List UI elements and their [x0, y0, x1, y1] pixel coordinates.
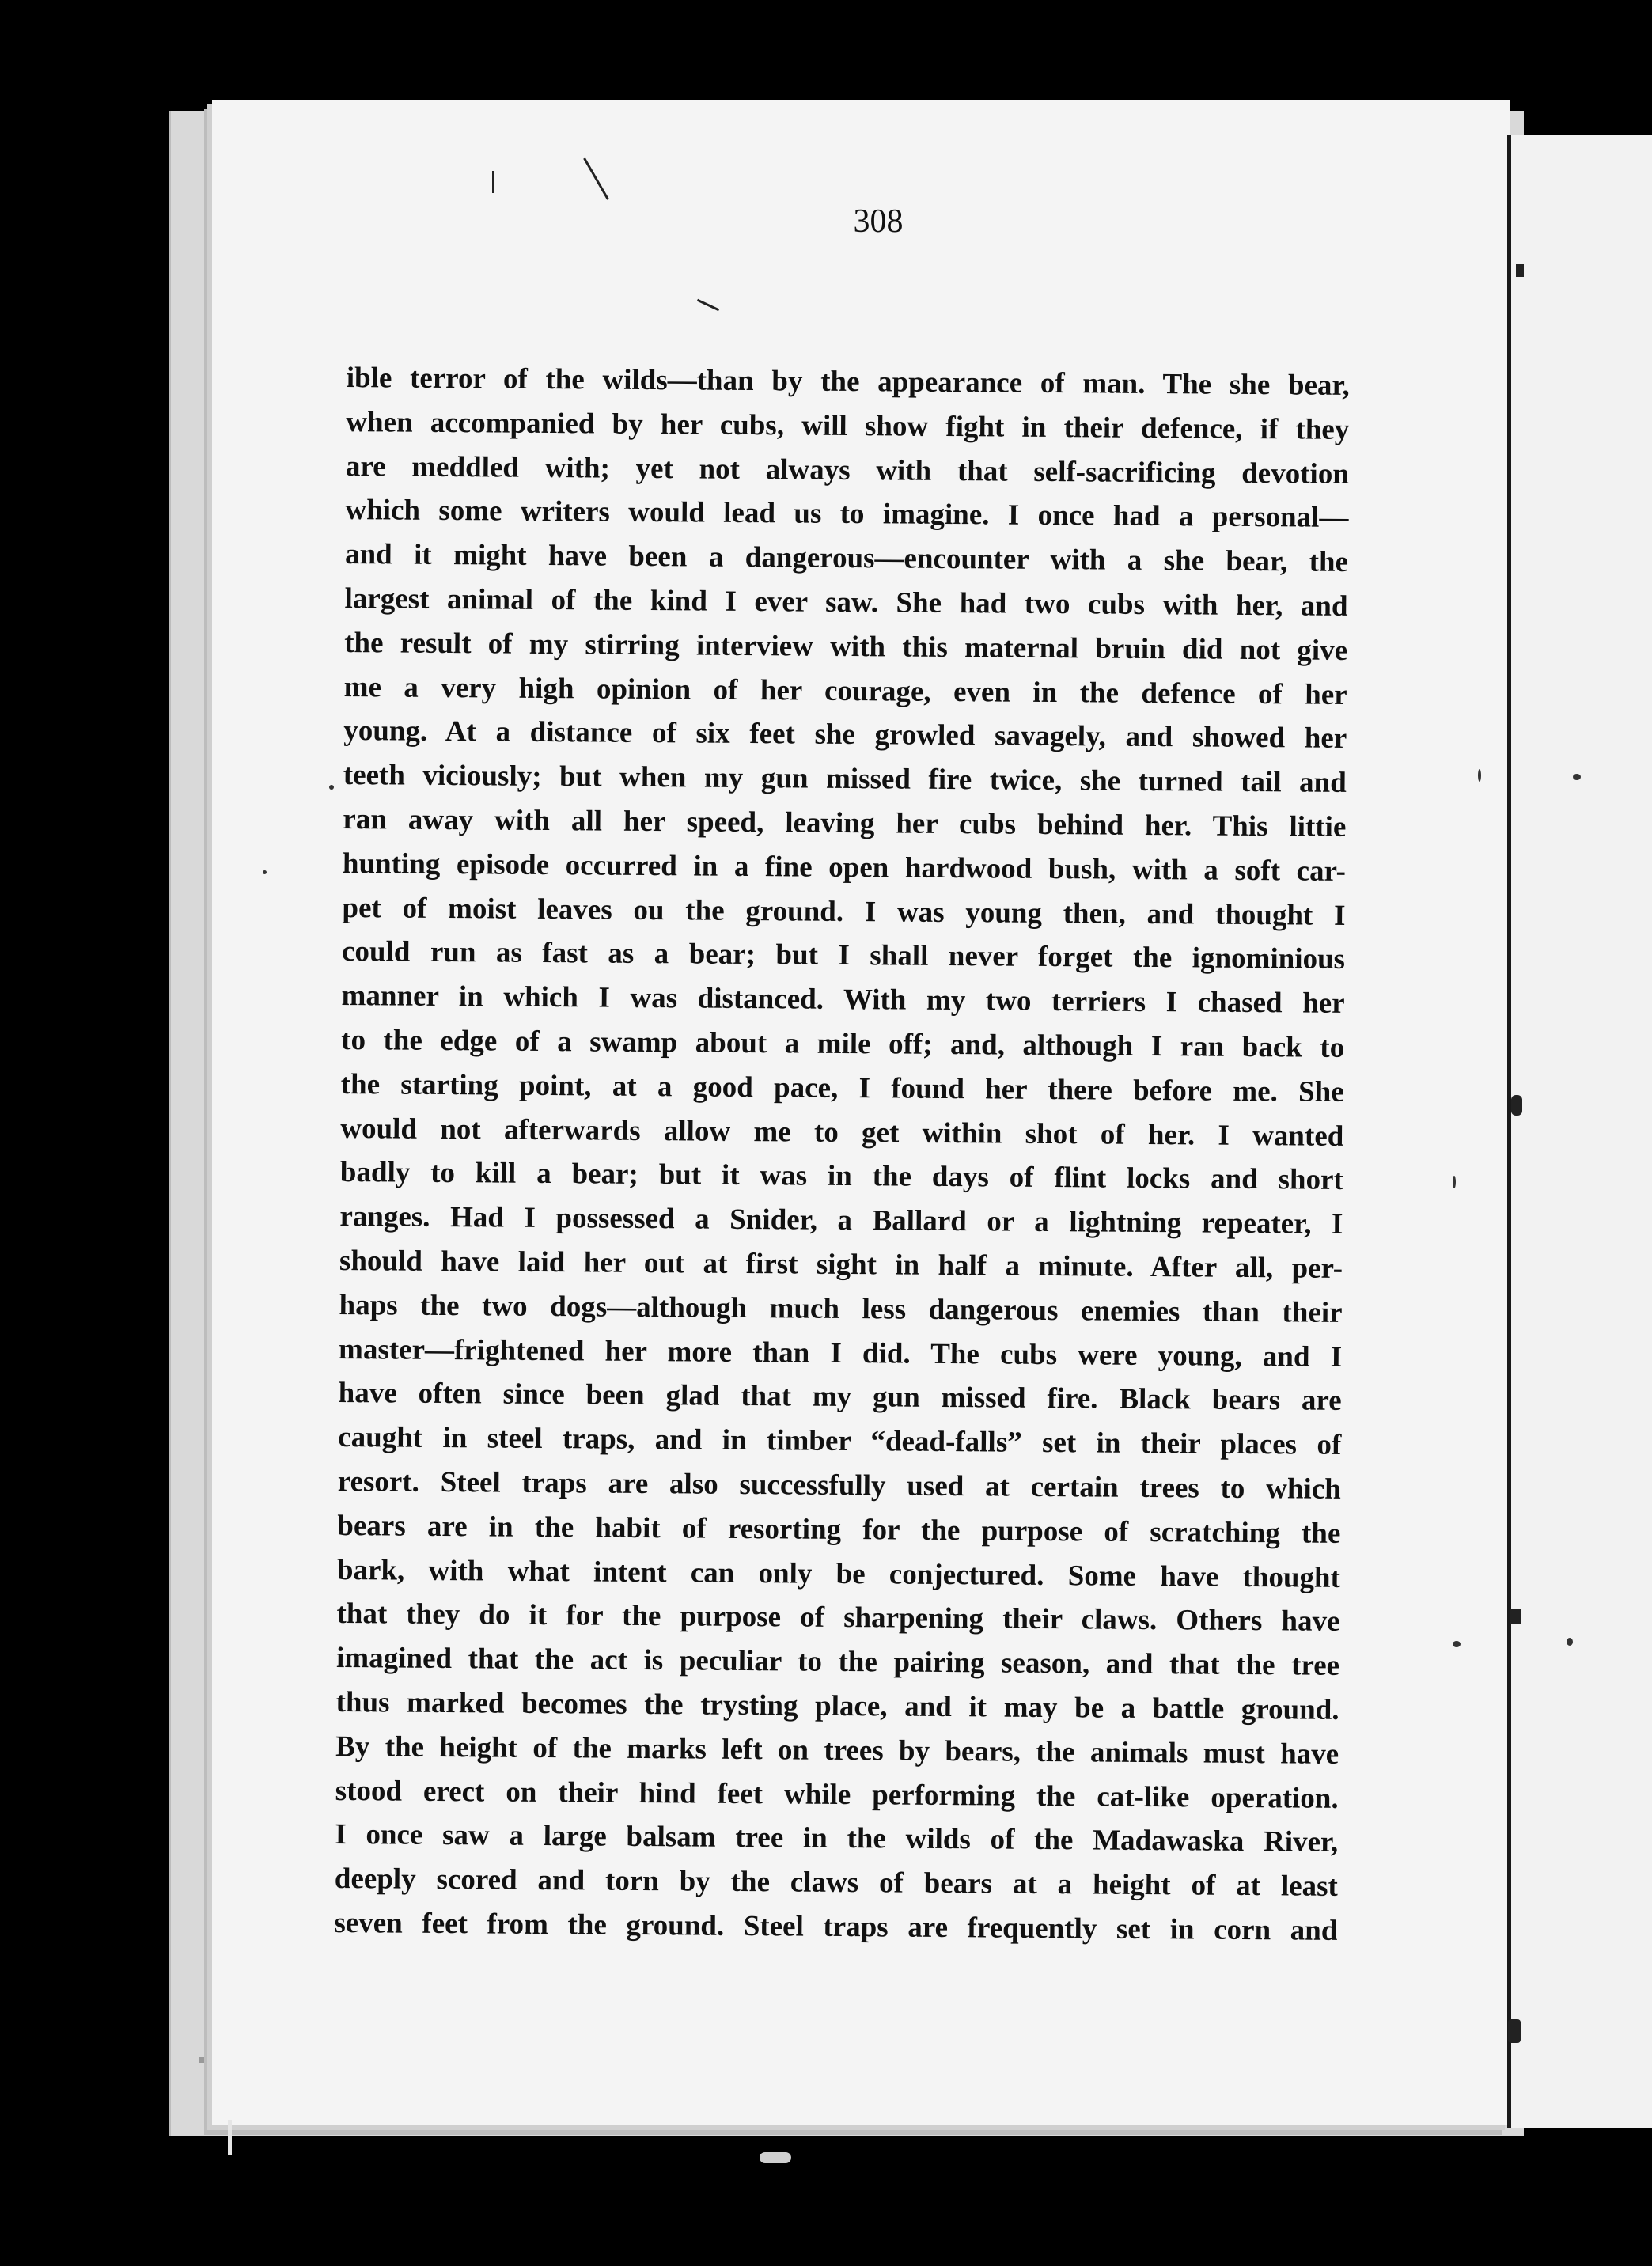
text-line: ran away with all her speed, leaving her cubs behind her. This littie [343, 802, 1347, 843]
text-line: badly to kill a bear; but it was in the days of flint locks and short [339, 1156, 1344, 1197]
text-line: seven feet from the ground. Steel traps are frequently set in corn and [334, 1906, 1338, 1947]
top-scratch [492, 171, 494, 193]
text-line: manner in which I was distanced. With my two terriers I chased her [341, 980, 1345, 1021]
text-line: teeth viciously; but when my gun missed fire twice, she turned tail and [343, 759, 1347, 800]
text-line: to the edge of a swamp about a mile off; and, although I ran back to [341, 1023, 1345, 1064]
scan-speck [329, 785, 334, 790]
spine-mark [1510, 1609, 1521, 1624]
text-line: stood erect on their hind feet while performing the cat-like operation. [335, 1774, 1339, 1815]
text-line: have often since been glad that my gun missed fire. Black bears are [338, 1377, 1342, 1418]
text-line: are meddled with; yet not always with that self-sacrificing devotion [345, 449, 1350, 491]
text-line: could run as fast as a bear; but I shall never forget the ignominious [341, 935, 1346, 976]
text-line: young. At a distance of six feet she growled savagely, and showed her [343, 714, 1347, 756]
text-line: caught in steel traps, and in timber “dead-falls” set in their places of [338, 1421, 1342, 1462]
text-line: By the height of the marks left on trees by bears, the animals must have [335, 1730, 1339, 1771]
text-line: ranges. Had I possessed a Snider, a Ballard or a lightning repeater, I [339, 1200, 1343, 1241]
body-text [334, 356, 1350, 1953]
text-line: when accompanied by her cubs, will show fight in their defence, if they [346, 405, 1350, 446]
footer-ornament [760, 2152, 791, 2163]
spine-mark [1508, 2019, 1521, 2043]
text-line: which some writers would lead us to imagine. I once had a personal— [345, 494, 1349, 535]
text-line: should have laid her out at first sight in half a minute. After all, per- [339, 1244, 1343, 1285]
spine-mark [1516, 264, 1524, 277]
text-line: hunting episode occurred in a fine open hardwood bush, with a soft car- [342, 847, 1347, 888]
text-line: largest animal of the kind I ever saw. She had two cubs with her, and [344, 582, 1348, 623]
scan-speck [1453, 1176, 1456, 1188]
text-line: the result of my stirring interview with this maternal bruin did not give [343, 626, 1348, 667]
text-line: would not afterwards allow me to get within shot of her. I wanted [340, 1112, 1344, 1153]
text-line: haps the two dogs—although much less dangerous enemies than their [339, 1288, 1343, 1329]
text-line: that they do it for the purpose of sharpening their claws. Others have [336, 1597, 1340, 1639]
scan-speck [1478, 769, 1481, 782]
scan-speck [263, 870, 267, 874]
text-line: me a very high opinion of her courage, even in the defence of her [343, 670, 1347, 711]
text-line: ible terror of the wilds—than by the appearance of man. The she bear, [346, 361, 1350, 402]
page-number: 308 [853, 203, 904, 240]
text-line: imagined that the act is peculiar to the pairing season, and that the tree [335, 1642, 1340, 1683]
text-line: thus marked becomes the trysting place, and it may be a battle ground. [335, 1685, 1339, 1726]
text-line: bears are in the habit of resorting for the purpose of scratching the [337, 1509, 1341, 1550]
scan-speck [1453, 1641, 1461, 1647]
text-line: master—frightened her more than I did. The cubs were young, and I [338, 1332, 1343, 1374]
left-edge-mark [228, 2120, 232, 2155]
scan-speck [1573, 774, 1581, 780]
text-line: I once saw a large balsam tree in the wilds of the Madawaska River, [335, 1818, 1339, 1859]
text-line: bark, with what intent can only be conjectured. Some have thought [336, 1553, 1341, 1594]
scan-speck [1567, 1638, 1573, 1646]
text-line: resort. Steel traps are also successfully used at certain trees to which [337, 1465, 1341, 1506]
text-line: pet of moist leaves ou the ground. I was young then, and thought I [342, 891, 1346, 932]
text-line: the starting point, at a good pace, I found her there before me. She [340, 1067, 1344, 1108]
text-line: and it might have been a dangerous—encounter with a she bear, the [344, 538, 1349, 579]
facing-page-edge [1511, 135, 1652, 2128]
text-line: deeply scored and torn by the claws of bears at a height of at least [334, 1862, 1339, 1903]
spine-mark [1511, 1095, 1522, 1116]
